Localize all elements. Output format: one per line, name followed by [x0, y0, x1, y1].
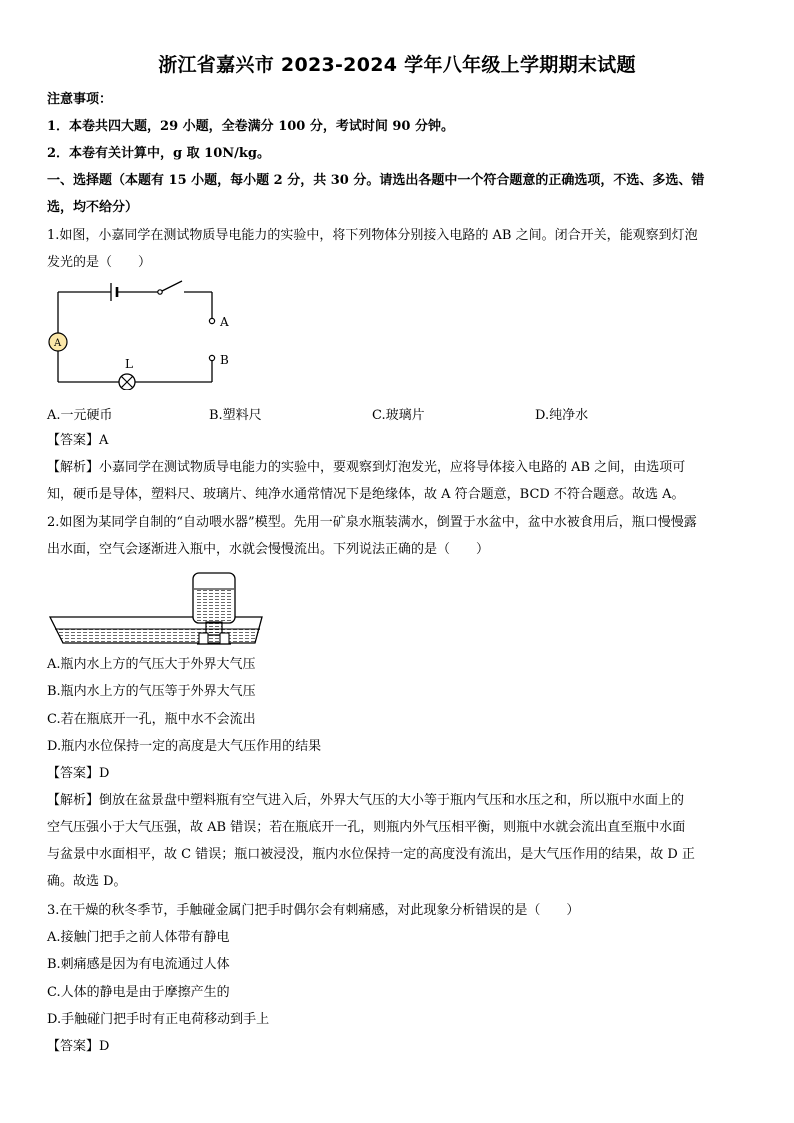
q2-stem-line-2: 出水面，空气会逐渐进入瓶中，水就会慢慢流出。下列说法正确的是（ ）	[47, 542, 490, 557]
q2-analysis-line-3: 与盆景中水面相平，故 C 错误；瓶口被浸没，瓶内水位保持一定的高度没有流出，是大气压作用的结果，故 D 正	[47, 847, 695, 862]
q3-stem: 3.在干燥的秋冬季节，手触碰金属门把手时偶尔会有刺痛感，对此现象分析错误的是（ ）	[47, 903, 580, 918]
notice-item-2: 2．本卷有关计算中，g 取 10N/kg。	[47, 146, 271, 161]
terminal-a-label: A	[220, 315, 229, 329]
bottle-water	[195, 589, 233, 621]
section-heading-line-1: 一、选择题（本题有 15 小题，每小题 2 分，共 30 分。请选出各题中一个符合题意的正确选项，不选、多选、错	[47, 173, 705, 188]
q1-option-c: C.玻璃片	[372, 408, 425, 423]
notice-item-1: 1．本卷共四大题，29 小题，全卷满分 100 分，考试时间 90 分钟。	[47, 119, 454, 134]
lamp-label: L	[125, 357, 133, 371]
q2-analysis-line-2: 空气压强小于大气压强，故 AB 错误；若在瓶底开一孔，则瓶内外气压相平衡，则瓶中水就会流出直至瓶中水面	[47, 820, 686, 835]
q2-answer: 【答案】D	[47, 766, 110, 781]
terminal-b-label: B	[220, 353, 229, 367]
section-heading-line-2: 选，均不给分）	[47, 200, 139, 215]
q1-option-d: D.纯净水	[535, 408, 589, 423]
page-title: 浙江省嘉兴市 2023-2024 学年八年级上学期期末试题	[158, 54, 636, 76]
q1-option-a: A.一元硬币	[47, 408, 113, 423]
q3-answer: 【答案】D	[47, 1039, 110, 1054]
q2-option-d: D.瓶内水位保持一定的高度是大气压作用的结果	[47, 739, 322, 754]
terminal-b	[209, 355, 214, 360]
q1-analysis-line-2: 知，硬币是导体，塑料尺、玻璃片、纯净水通常情况下是绝缘体，故 A 符合题意，BCD 不符合题意。故选 A。	[47, 487, 685, 502]
q2-analysis-line-1: 【解析】倒放在盆景盘中塑料瓶有空气进入后，外界大气压的大小等于瓶内气压和水压之和，所以瓶中水面上的	[47, 793, 685, 808]
q2-option-a: A.瓶内水上方的气压大于外界大气压	[47, 657, 256, 672]
switch-blade	[162, 281, 182, 291]
q2-option-b: B.瓶内水上方的气压等于外界大气压	[47, 684, 256, 699]
ammeter-label: A	[54, 338, 62, 349]
q2-option-c: C.若在瓶底开一孔，瓶中水不会流出	[47, 712, 256, 727]
q1-stem-line-2: 发光的是（ ）	[47, 255, 152, 270]
support-right	[220, 633, 229, 644]
q1-stem-line-1: 1.如图，小嘉同学在测试物质导电能力的实验中，将下列物体分别接入电路的 AB 之间。闭合开关，能观察到灯泡	[47, 228, 698, 243]
q2-stem-line-1: 2.如图为某同学自制的“自动喂水器”模型。先用一矿泉水瓶装满水，倒置于水盆中，盆中水被食用后，瓶口慢慢露	[47, 515, 697, 530]
terminal-a	[209, 318, 214, 323]
q2-water-feeder-figure	[47, 565, 267, 650]
switch-contact	[158, 290, 162, 294]
q3-option-c: C.人体的静电是由于摩擦产生的	[47, 985, 230, 1000]
support-left	[199, 633, 208, 644]
q3-option-a: A.接触门把手之前人体带有静电	[47, 930, 230, 945]
notice-heading: 注意事项：	[47, 92, 113, 107]
q3-option-d: D.手触碰门把手时有正电荷移动到手上	[47, 1012, 270, 1027]
q1-answer: 【答案】A	[47, 433, 109, 448]
q1-option-b: B.塑料尺	[209, 408, 262, 423]
q1-analysis-line-1: 【解析】小嘉同学在测试物质导电能力的实验中，要观察到灯泡发光，应将导体接入电路的 AB 之间，由选项可	[47, 460, 686, 475]
q3-option-b: B.刺痛感是因为有电流通过人体	[47, 957, 230, 972]
q2-analysis-line-4: 确。故选 D。	[47, 874, 127, 889]
q1-circuit-figure	[45, 280, 245, 390]
